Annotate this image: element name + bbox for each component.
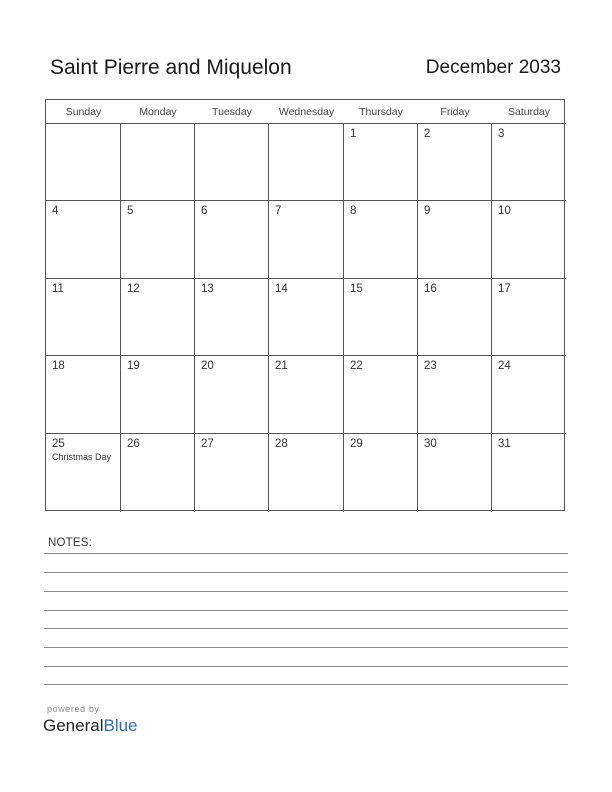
day-cell — [344, 279, 418, 356]
holiday-label: Christmas Day — [52, 452, 112, 462]
note-line — [44, 572, 568, 573]
note-line — [44, 647, 568, 648]
day-cell — [418, 356, 492, 434]
note-line — [44, 553, 568, 554]
day-cell — [418, 201, 492, 279]
day-cell — [492, 201, 566, 279]
day-cell — [121, 356, 195, 434]
day-number: 12 — [127, 283, 140, 295]
day-number: 27 — [201, 438, 214, 450]
day-cell — [195, 279, 269, 356]
powered-by-label: powered by — [47, 704, 100, 714]
day-cell — [46, 201, 121, 279]
day-cell — [269, 279, 344, 356]
day-cell — [195, 356, 269, 434]
day-number: 21 — [275, 360, 288, 372]
day-cell — [269, 356, 344, 434]
day-cell — [269, 434, 344, 512]
day-cell — [344, 356, 418, 434]
note-line — [44, 684, 568, 685]
day-cell — [121, 279, 195, 356]
day-cell — [492, 356, 566, 434]
day-number: 16 — [424, 283, 437, 295]
day-number: 23 — [424, 360, 437, 372]
day-cell — [269, 201, 344, 279]
day-number: 26 — [127, 438, 140, 450]
day-number: 28 — [275, 438, 288, 450]
day-number: 4 — [52, 205, 59, 217]
day-cell — [418, 434, 492, 512]
day-cell — [418, 279, 492, 356]
day-number: 2 — [424, 128, 431, 140]
day-cell — [121, 434, 195, 512]
month-year-label: December 2033 — [425, 57, 561, 78]
day-cell — [195, 434, 269, 512]
day-number: 5 — [127, 205, 134, 217]
weekday-header: Sunday — [46, 100, 121, 124]
day-number: 19 — [127, 360, 140, 372]
notes-label: NOTES: — [48, 537, 93, 549]
day-cell — [121, 124, 195, 201]
weekday-header: Saturday — [492, 100, 566, 124]
weekday-header: Tuesday — [195, 100, 269, 124]
day-number: 17 — [498, 283, 511, 295]
day-cell — [418, 124, 492, 201]
note-line — [44, 610, 568, 611]
day-cell — [46, 124, 121, 201]
note-line — [44, 666, 568, 667]
brand-general: General — [43, 716, 104, 735]
day-number: 9 — [424, 205, 431, 217]
brand-logo — [43, 716, 138, 736]
brand-blue: Blue — [103, 716, 138, 735]
day-number: 13 — [201, 283, 214, 295]
day-number: 3 — [498, 128, 505, 140]
day-cell — [492, 124, 566, 201]
weekday-header: Monday — [121, 100, 195, 124]
day-number: 22 — [350, 360, 363, 372]
day-number: 6 — [201, 205, 208, 217]
day-number: 10 — [498, 205, 511, 217]
day-cell — [344, 124, 418, 201]
day-number: 8 — [350, 205, 357, 217]
calendar-grid — [45, 99, 565, 511]
day-cell — [195, 124, 269, 201]
day-number: 18 — [52, 360, 65, 372]
day-cell — [46, 434, 121, 512]
day-cell — [344, 434, 418, 512]
day-number: 15 — [350, 283, 363, 295]
day-number: 1 — [350, 128, 357, 140]
day-number: 24 — [498, 360, 511, 372]
note-line — [44, 628, 568, 629]
day-cell — [492, 434, 566, 512]
day-cell — [195, 201, 269, 279]
day-number: 11 — [52, 283, 64, 295]
day-cell — [46, 279, 121, 356]
day-number: 30 — [424, 438, 437, 450]
day-number: 29 — [350, 438, 363, 450]
day-cell — [269, 124, 344, 201]
day-cell — [492, 279, 566, 356]
weekday-header: Thursday — [344, 100, 418, 124]
day-number: 20 — [201, 360, 214, 372]
day-cell — [344, 201, 418, 279]
day-number: 25 — [52, 438, 65, 450]
day-number: 14 — [275, 283, 288, 295]
day-cell — [46, 356, 121, 434]
day-cell — [121, 201, 195, 279]
weekday-header: Friday — [418, 100, 492, 124]
day-number: 31 — [498, 438, 511, 450]
page-title: Saint Pierre and Miquelon — [50, 56, 292, 79]
weekday-header: Wednesday — [269, 100, 344, 124]
note-line — [44, 591, 568, 592]
day-number: 7 — [275, 205, 282, 217]
